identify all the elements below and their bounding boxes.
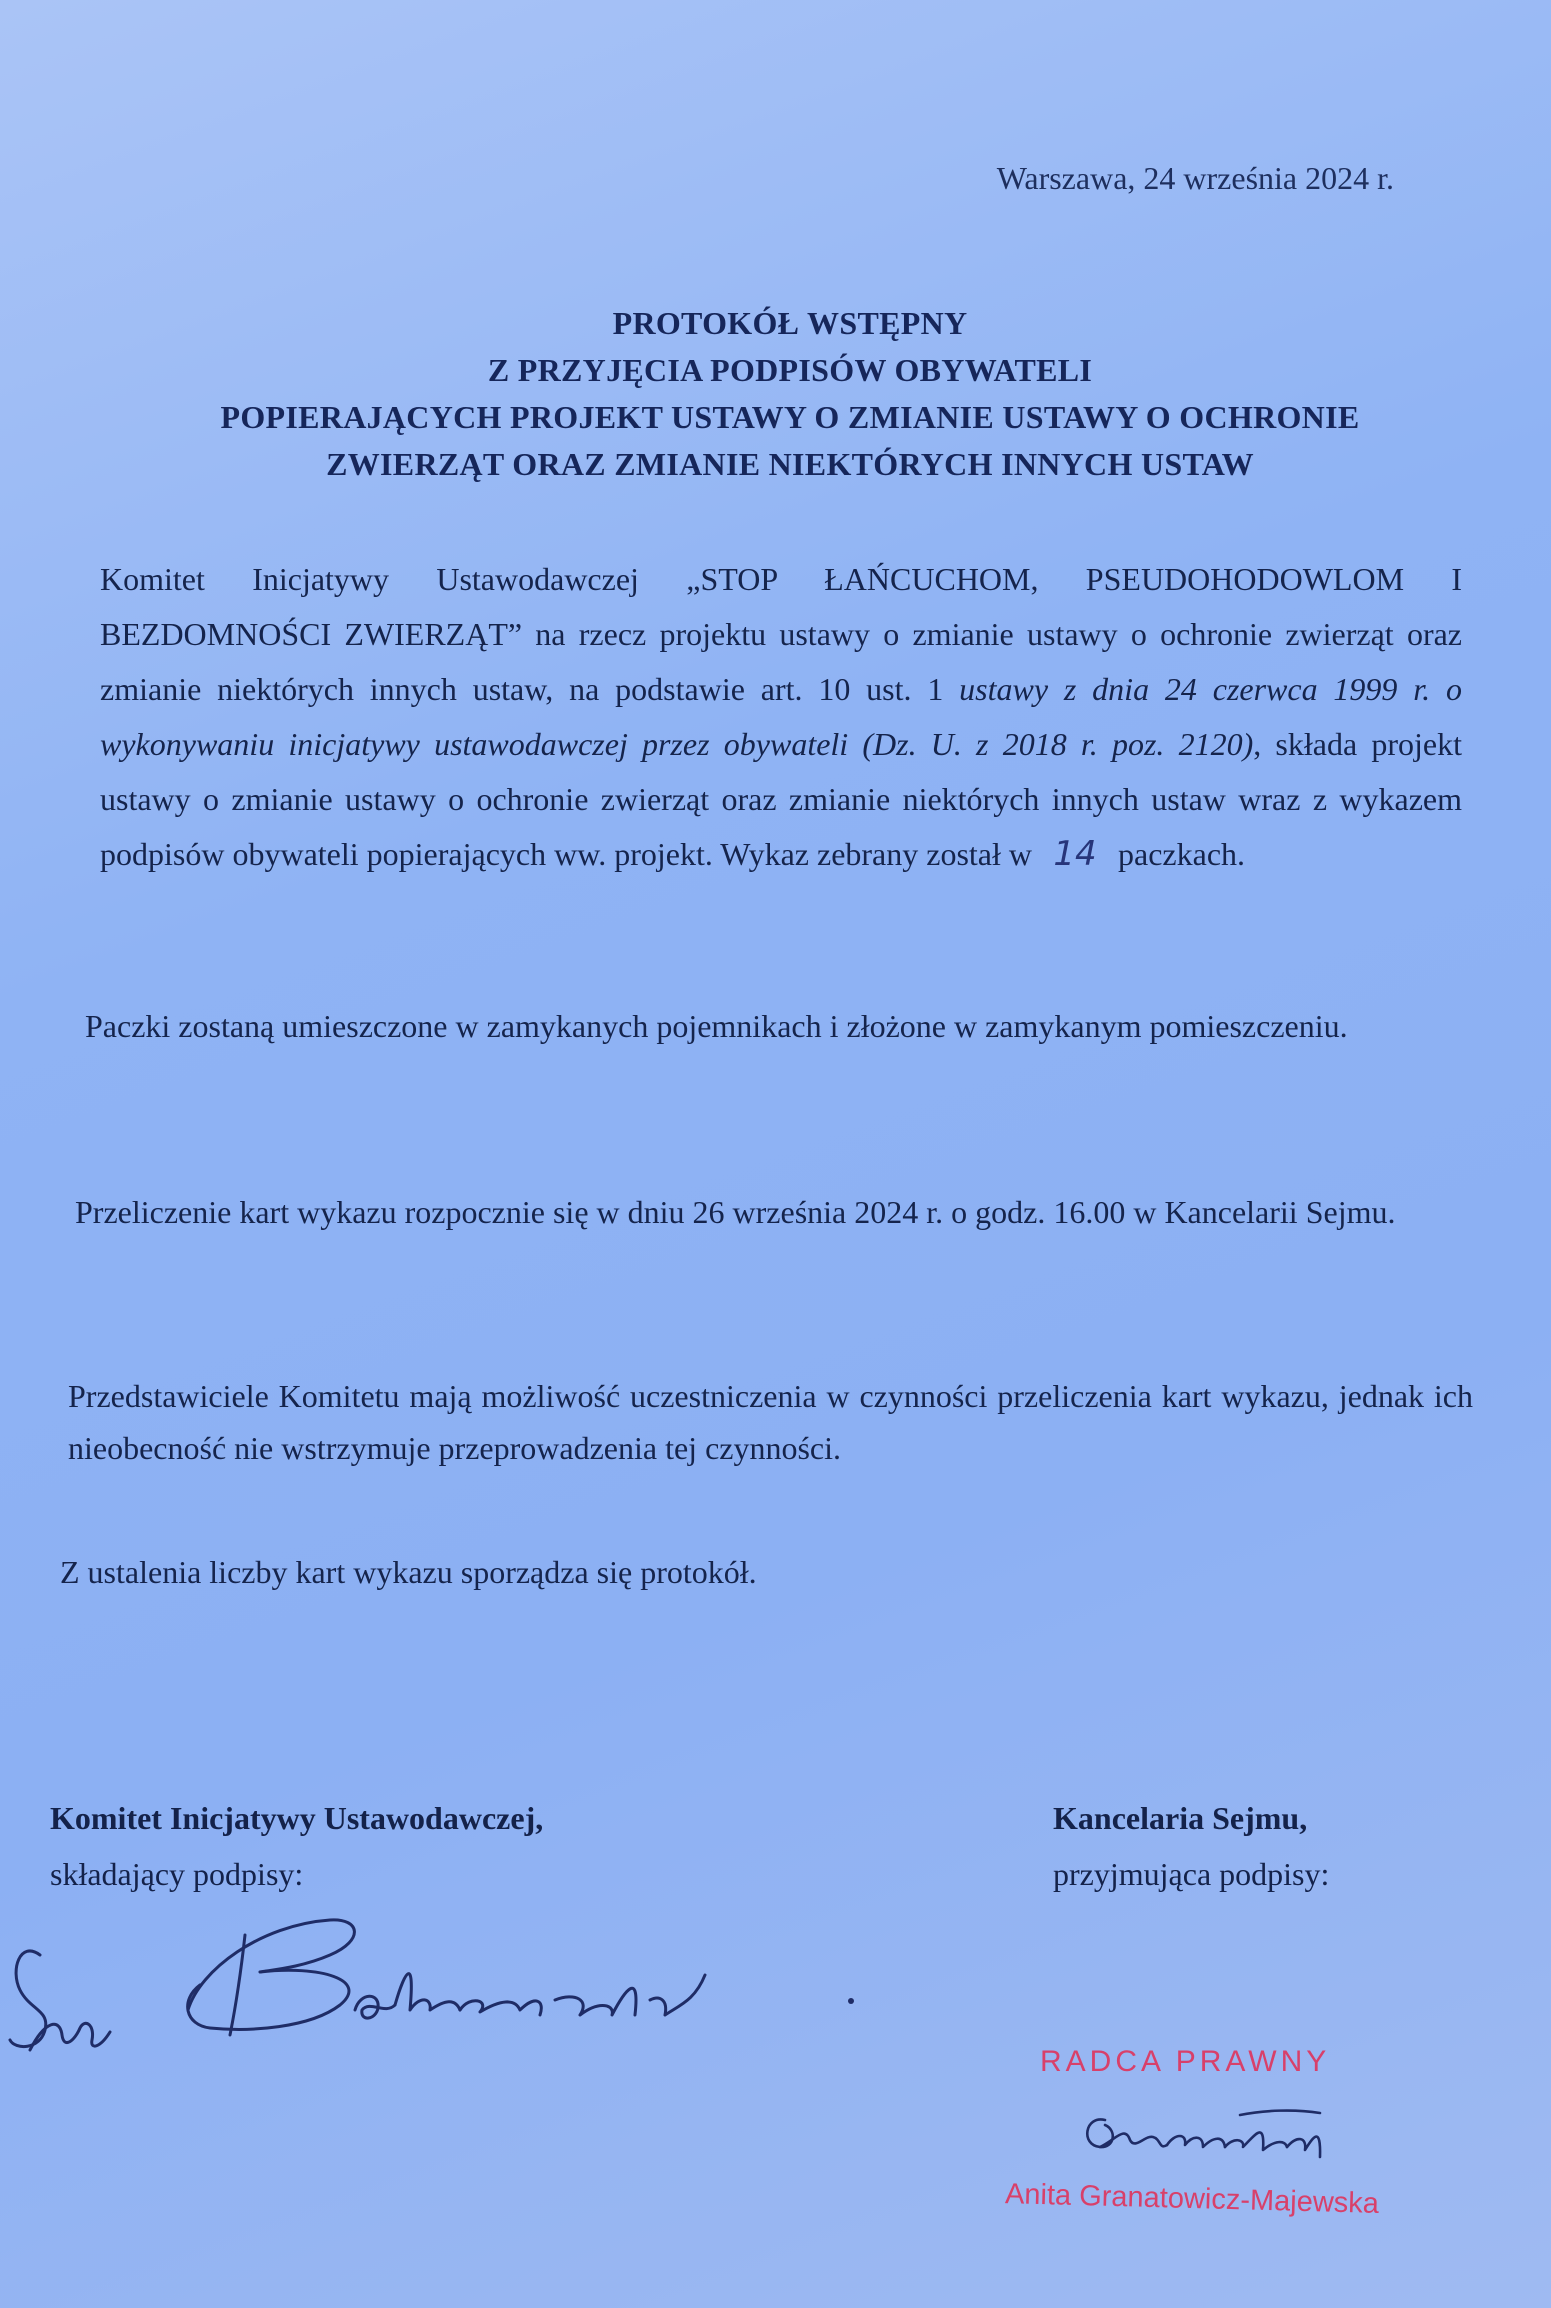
signature-block-chancellery [1053,1790,1329,1902]
act-reference: ustawy z dnia 24 czerwca 1999 r. o wykonywaniu inicjatywy ustawodawczej przez obywateli (Dz. U. z 2018 r. poz. 2120) [100,671,1463,762]
paragraph-representatives: Przedstawiciele Komitetu mają możliwość uczestniczenia w czynności przeliczenia kart wykazu, jednak ich nieobecność nie wstrzymuje przeprowadzenia tej czynności. [68,1378,1473,1466]
title-line-4: ZWIERZĄT ORAZ ZMIANIE NIEKTÓRYCH INNYCH USTAW [326,446,1254,482]
stamp-title: RADCA PRAWNY [1040,2045,1331,2078]
paragraph-submission-text-3: paczkach. [1118,836,1246,872]
paragraph-storage: Paczki zostaną umieszczone w zamykanych pojemnikach i złożone w zamykanym pomieszczeniu. [85,1008,1348,1044]
paragraph-submission-text-2: , składa projekt ustawy o zmianie ustawy o ochronie zwierząt oraz zmianie niektórych innych ustaw wraz z wykazem podpisów obywateli popierających ww. projekt. Wykaz zebrany został w [100,726,1463,872]
chancellery-handwritten-signature [1075,2095,1335,2165]
committee-signature-title: Komitet Inicjatywy Ustawodawczej, [50,1800,544,1836]
title-line-3: POPIERAJĄCYCH PROJEKT USTAWY O ZMIANIE USTAWY O OCHRONIE [220,399,1360,435]
title-line-2: Z PRZYJĘCIA PODPISÓW OBYWATELI [487,352,1093,388]
stamp-name: Anita Granatowicz-Majewska [1004,2178,1380,2220]
paragraph-protocol-note: Z ustalenia liczby kart wykazu sporządza się protokół. [60,1554,757,1590]
committee-handwritten-signature [0,1900,880,2070]
signature-block-committee [50,1790,543,1902]
signature-dot [848,1998,854,2004]
document-title [120,300,1460,488]
handwritten-package-count: 14 [1053,834,1097,874]
paragraph-submission-text-1: Komitet Inicjatywy Ustawodawczej „STOP ŁAŃCUCHOM, PSEUDOHODOWLOM I BEZDOMNOŚCI ZWIERZĄT” na rzecz projektu ustawy o zmianie ustawy o ochronie zwierząt oraz zmianie niektórych innych ustaw, na podstawie art. 10 ust. 1 [100,561,1462,707]
title-line-1: PROTOKÓŁ WSTĘPNY [612,305,968,341]
paragraph-submission [100,552,1462,882]
paragraph-recount-date: Przeliczenie kart wykazu rozpocznie się w dniu 26 września 2024 r. o godz. 16.00 w Kancelarii Sejmu. [75,1194,1396,1230]
chancellery-signature-title: Kancelaria Sejmu, [1053,1800,1308,1836]
document-date: Warszawa, 24 września 2024 r. [996,160,1394,196]
committee-signature-subtitle: składający podpisy: [50,1856,304,1892]
chancellery-signature-subtitle: przyjmująca podpisy: [1053,1856,1330,1892]
